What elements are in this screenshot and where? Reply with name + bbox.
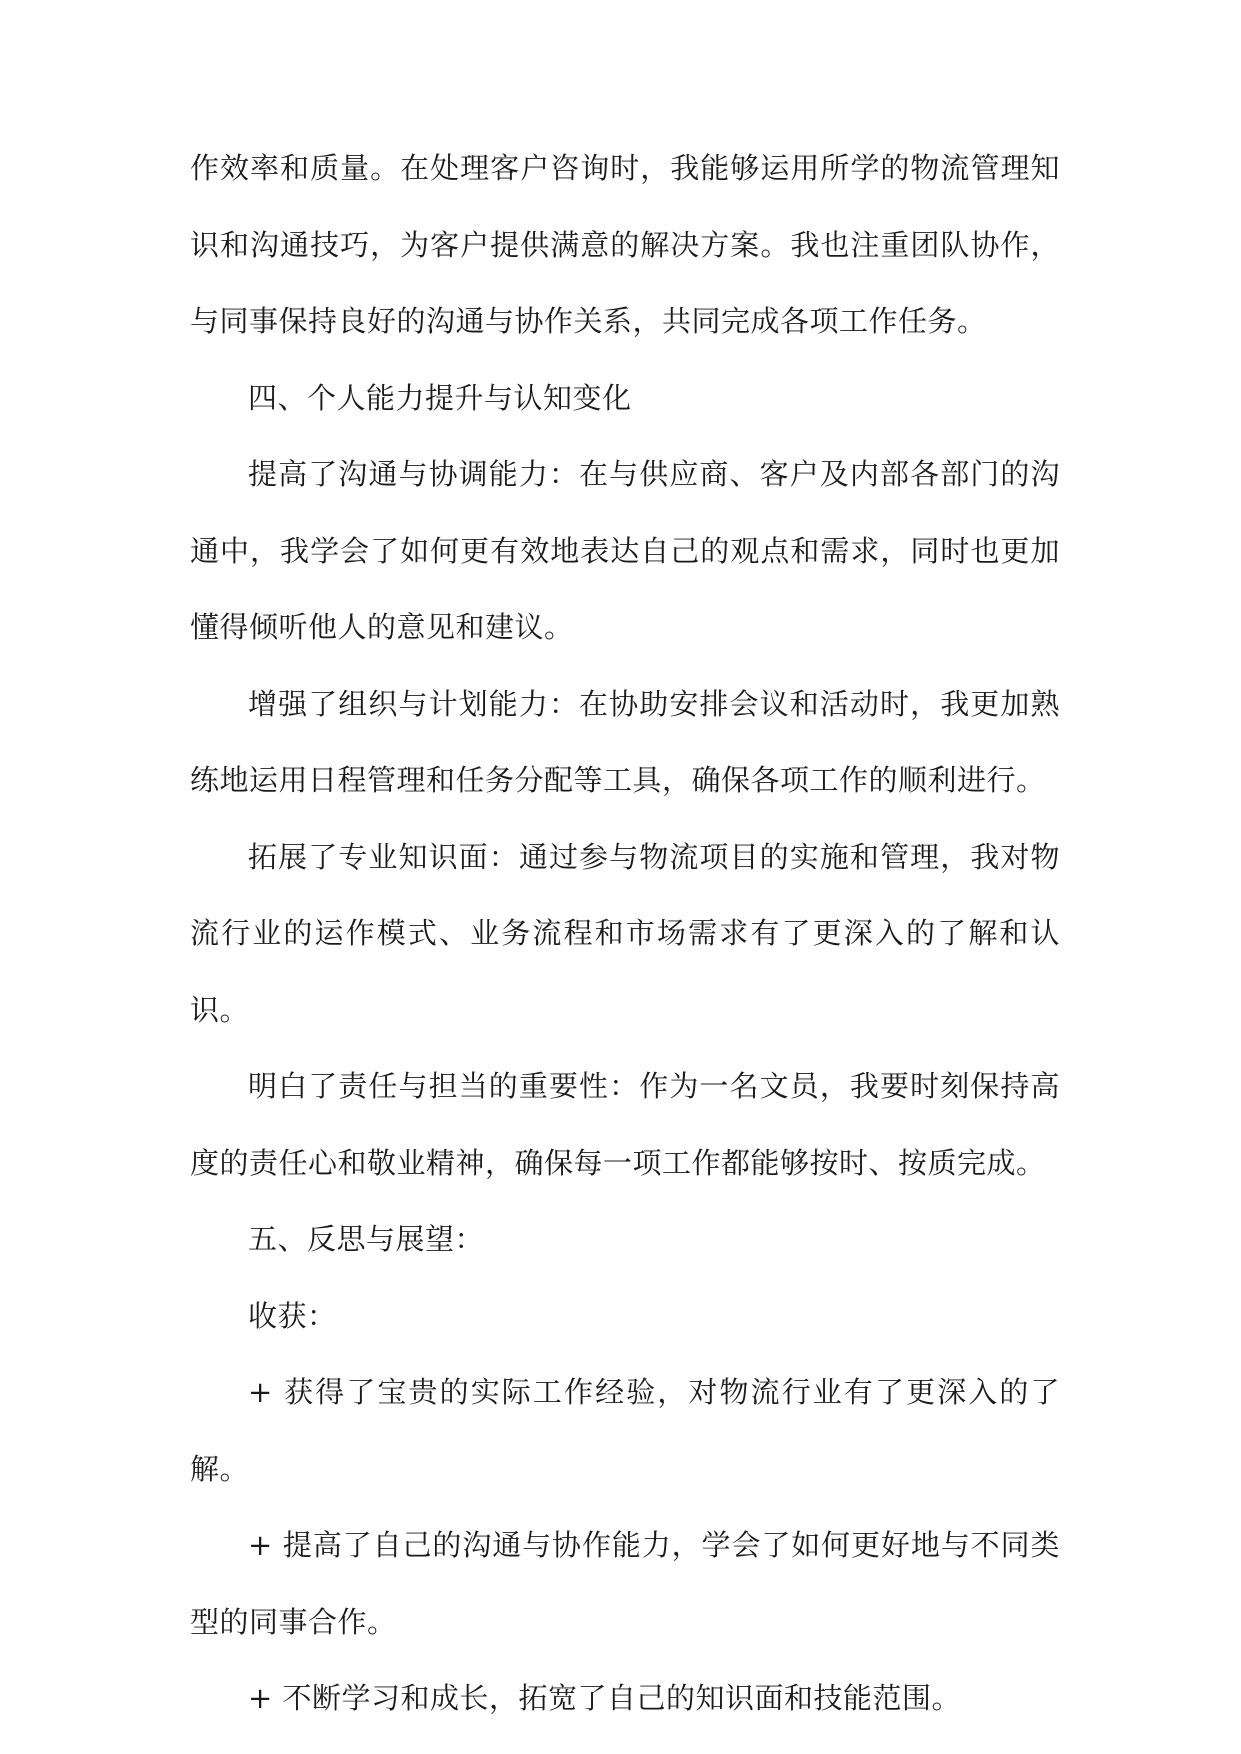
paragraph-communication: 提高了沟通与协调能力：在与供应商、客户及内部各部门的沟通中，我学会了如何更有效地表达自己的观点和需求，同时也更加懂得倾听他人的意见和建议。	[190, 457, 1060, 644]
subheading-gains: 收获：	[248, 1298, 337, 1333]
list-item-growth: + 不断学习和成长，拓宽了自己的知识面和技能范围。	[248, 1681, 962, 1715]
paragraph-continuation: 作效率和质量。在处理客户咨询时，我能够运用所学的物流管理知识和沟通技巧，为客户提供满意的解决方案。我也注重团队协作，与同事保持良好的沟通与协作关系，共同完成各项工作任务。	[190, 151, 1060, 338]
paragraph-knowledge: 拓展了专业知识面：通过参与物流项目的实施和管理，我对物流行业的运作模式、业务流程和市场需求有了更深入的了解和认识。	[190, 839, 1060, 1027]
paragraph-responsibility: 明白了责任与担当的重要性：作为一名文员，我要时刻保持高度的责任心和敬业精神，确保每一项工作都能够按时、按质完成。	[190, 1069, 1060, 1180]
document-body	[190, 130, 1060, 1737]
list-item-collaboration: + 提高了自己的沟通与协作能力，学会了如何更好地与不同类型的同事合作。	[190, 1528, 1060, 1639]
paragraph-organization: 增强了组织与计划能力：在协助安排会议和活动时，我更加熟练地运用日程管理和任务分配等工具，确保各项工作的顺利进行。	[190, 686, 1060, 797]
list-item-experience: + 获得了宝贵的实际工作经验，对物流行业有了更深入的了解。	[190, 1375, 1060, 1486]
section-heading-4: 四、个人能力提升与认知变化	[248, 380, 632, 415]
section-heading-5: 五、反思与展望：	[248, 1222, 485, 1256]
